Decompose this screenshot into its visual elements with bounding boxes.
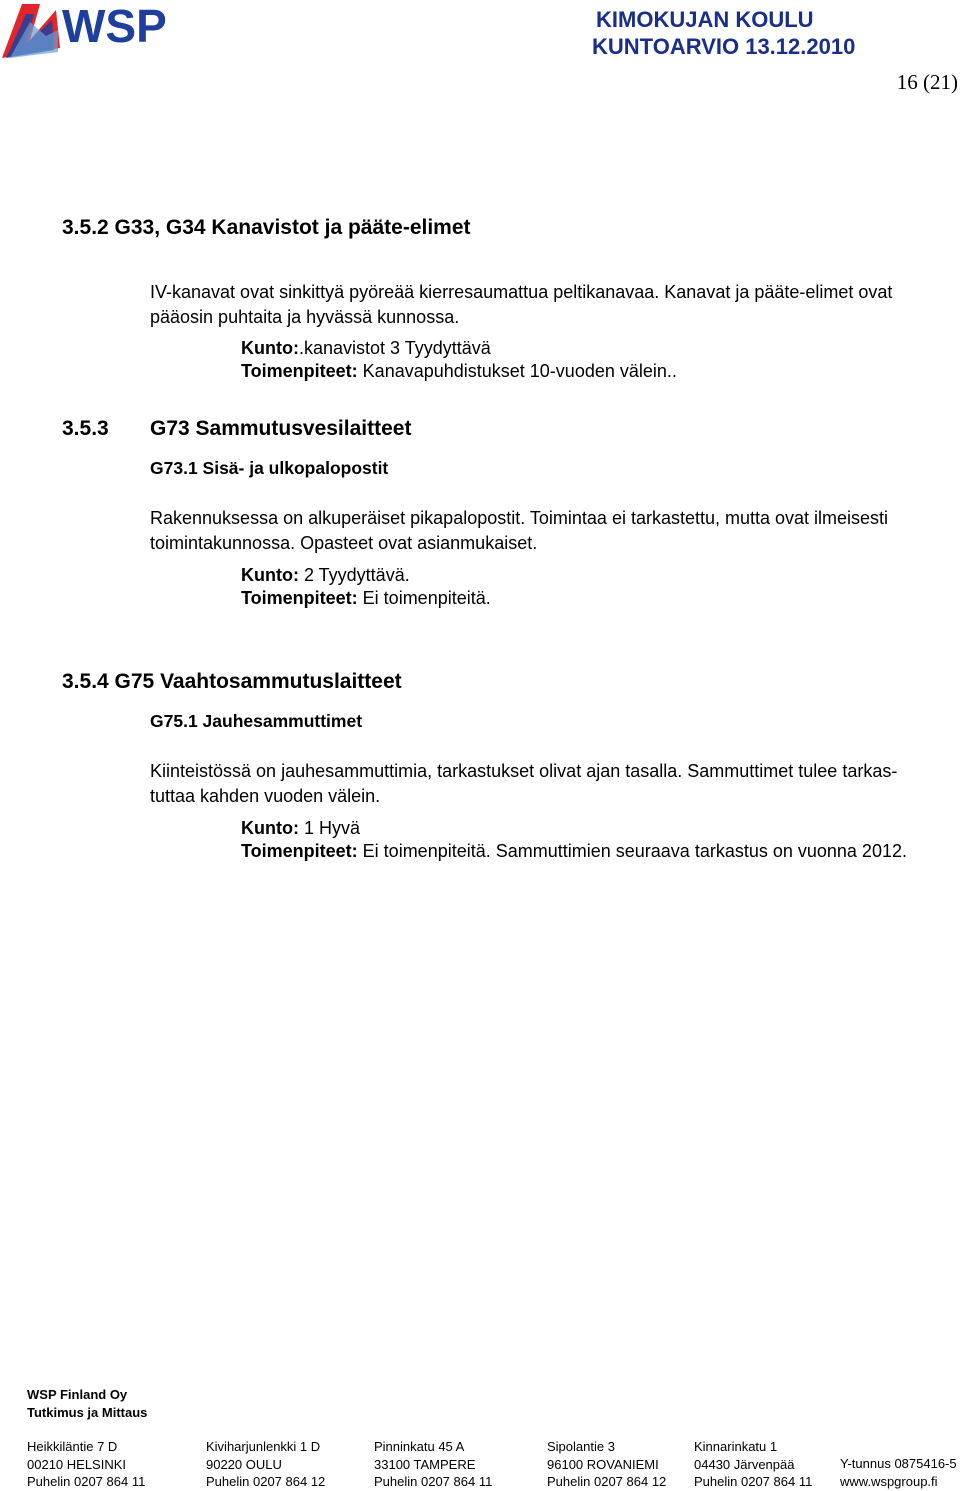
paragraph-line: Rakennuksessa on alkuperäiset pikapalopostit. Toimintaa ei tarkastettu, mutta ovat ilmeisesti	[150, 508, 889, 528]
footer-website: www.wspgroup.fi	[840, 1473, 938, 1489]
footer-phone: Puhelin 0207 864 12	[547, 1474, 667, 1489]
kunto-label: Kunto:	[241, 565, 299, 585]
section-3-5-3-condition	[241, 564, 491, 610]
toimenpiteet-value: Ei toimenpiteitä. Sammuttimien seuraava tarkastus on vuonna 2012.	[357, 841, 907, 861]
subheading-g73-1: G73.1 Sisä- ja ulkopalopostit	[150, 458, 389, 478]
section-heading-3-5-4: 3.5.4 G75 Vaahtosammutuslaitteet	[62, 670, 402, 693]
paragraph-line: tuttaa kahden vuoden välein.	[150, 786, 381, 806]
footer-street: Heikkiläntie 7 D	[27, 1439, 118, 1454]
footer-office-tampere	[374, 1438, 492, 1491]
footer-city: 33100 TAMPERE	[374, 1456, 476, 1472]
kunto-label: Kunto:	[241, 818, 299, 838]
footer-company-name: WSP Finland Oy	[27, 1387, 128, 1402]
toimenpiteet-label: Toimenpiteet:	[241, 588, 358, 608]
paragraph-line: pääosin puhtaita ja hyvässä kunnossa.	[150, 307, 460, 327]
kunto-label: Kunto:	[241, 338, 299, 358]
section-3-5-4-condition	[241, 817, 907, 863]
footer-office-jarvenpaa	[694, 1438, 812, 1491]
logo-text: WSP	[62, 0, 167, 52]
paragraph-line: toimintakunnossa. Opasteet ovat asianmukaiset.	[150, 533, 538, 553]
footer-division: Tutkimus ja Mittaus	[27, 1404, 148, 1420]
footer-street: Kiviharjunlenkki 1 D	[206, 1439, 321, 1454]
toimenpiteet-label: Toimenpiteet:	[241, 841, 358, 861]
header-title-line2: KUNTOARVIO 13.12.2010	[592, 34, 856, 59]
footer-phone: Puhelin 0207 864 11	[27, 1474, 146, 1489]
footer-office-helsinki	[27, 1438, 145, 1491]
footer-city: 00210 HELSINKI	[27, 1456, 127, 1472]
document-header-title	[592, 6, 862, 60]
toimenpiteet-value: Kanavapuhdistukset 10-vuoden välein..	[357, 361, 677, 381]
page-number: 16 (21)	[896, 70, 958, 94]
footer-phone: Puhelin 0207 864 11	[694, 1474, 813, 1489]
kunto-value: 2 Tyydyttävä.	[298, 565, 410, 585]
kunto-value: .kanavistot 3 Tyydyttävä	[298, 338, 491, 358]
section-heading-3-5-2: 3.5.2 G33, G34 Kanavistot ja pääte-elimet	[62, 216, 471, 239]
wsp-logo-icon	[0, 0, 190, 62]
section-title-3-5-3: G73 Sammutusvesilaitteet	[150, 417, 412, 440]
section-3-5-4-paragraph	[150, 759, 897, 809]
footer-office-rovaniemi	[547, 1438, 666, 1491]
footer-city: 04430 Järvenpää	[694, 1456, 795, 1472]
section-3-5-2-paragraph	[150, 280, 892, 330]
subheading-g75-1: G75.1 Jauhesammuttimet	[150, 711, 363, 731]
footer-company-block	[27, 1386, 147, 1421]
header-title-line1: KIMOKUJAN KOULU	[596, 7, 814, 32]
toimenpiteet-value: Ei toimenpiteitä.	[357, 588, 491, 608]
wsp-logo	[0, 0, 190, 62]
footer-office-oulu	[206, 1438, 325, 1491]
footer-city: 90220 OULU	[206, 1456, 282, 1472]
paragraph-line: Kiinteistössä on jauhesammuttimia, tarkastukset olivat ajan tasalla. Sammuttimet tulee tarkas-	[150, 761, 898, 781]
section-number-3-5-3: 3.5.3	[62, 417, 109, 440]
section-3-5-2-condition	[241, 337, 677, 383]
kunto-value: 1 Hyvä	[298, 818, 361, 838]
footer-phone: Puhelin 0207 864 11	[374, 1474, 493, 1489]
toimenpiteet-label: Toimenpiteet:	[241, 361, 358, 381]
paragraph-line: IV-kanavat ovat sinkittyä pyöreää kierresaumattua peltikanavaa. Kanavat ja pääte-elimet ovat	[150, 282, 893, 302]
footer-street: Sipolantie 3	[547, 1439, 615, 1454]
footer-phone: Puhelin 0207 864 12	[206, 1474, 326, 1489]
footer-company-info	[840, 1455, 957, 1490]
footer-ytunnus: Y-tunnus 0875416-5	[840, 1456, 957, 1471]
section-3-5-3-paragraph	[150, 506, 888, 556]
footer-city: 96100 ROVANIEMI	[547, 1456, 659, 1472]
footer-street: Pinninkatu 45 A	[374, 1439, 465, 1454]
footer-street: Kinnarinkatu 1	[694, 1439, 778, 1454]
